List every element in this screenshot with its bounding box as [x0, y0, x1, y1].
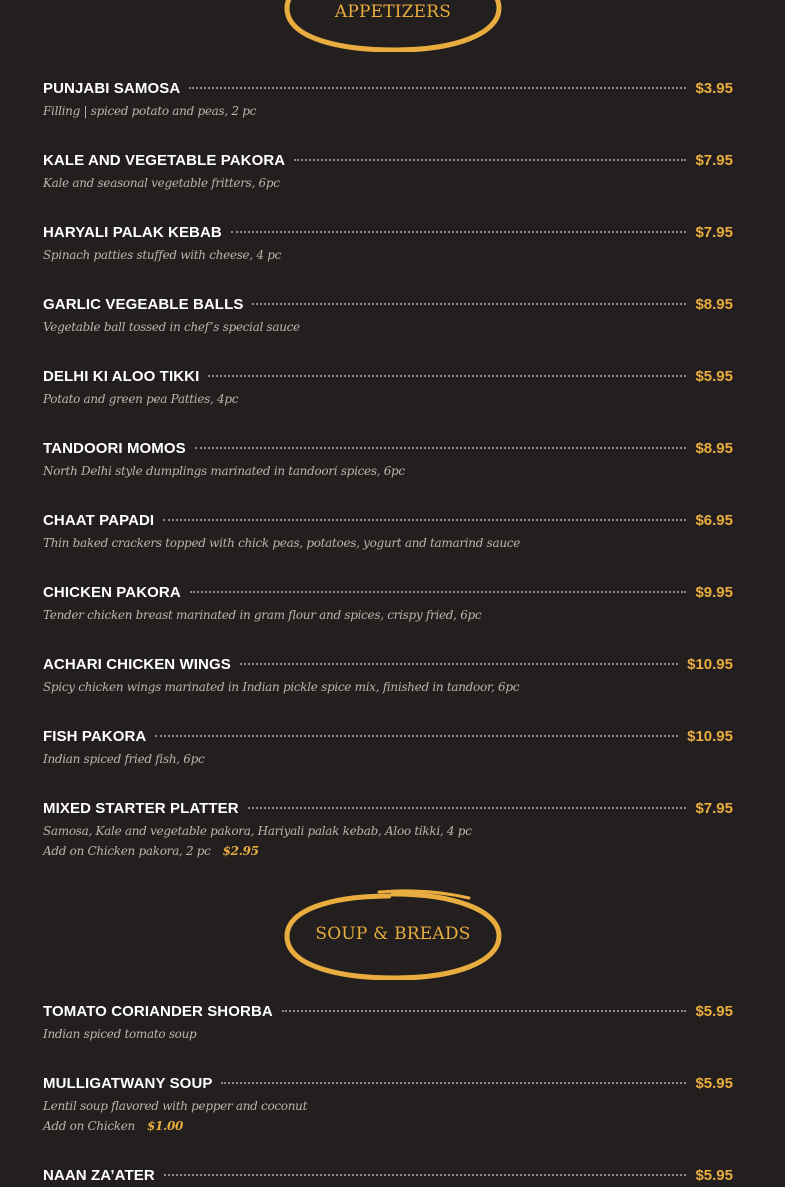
dotted-leader	[155, 735, 678, 737]
menu-item	[43, 224, 733, 264]
item-price: $5.95	[695, 1003, 733, 1020]
item-price: $7.95	[695, 224, 733, 241]
item-name: PUNJABI SAMOSA	[43, 80, 181, 97]
item-price: $6.95	[695, 512, 733, 529]
item-price: $5.95	[695, 1075, 733, 1092]
item-price: $3.95	[695, 80, 733, 97]
item-price: $7.95	[695, 152, 733, 169]
menu-item	[43, 1003, 733, 1043]
dotted-leader	[190, 591, 687, 593]
menu-item	[43, 368, 733, 408]
menu-item	[43, 1075, 733, 1135]
item-description: Spicy chicken wings marinated in Indian pickle spice mix, finished in tandoor, 6pc	[43, 680, 520, 694]
dotted-leader	[240, 663, 678, 665]
dotted-leader	[282, 1010, 687, 1012]
section-title: APPETIZERS	[334, 2, 452, 22]
item-name: HARYALI PALAK KEBAB	[43, 224, 222, 241]
item-price: $8.95	[695, 296, 733, 313]
dotted-leader	[221, 1082, 686, 1084]
item-description: Tender chicken breast marinated in gram flour and spices, crispy fried, 6pc	[43, 608, 482, 622]
item-description: Thin baked crackers topped with chick peas, potatoes, yogurt and tamarind sauce	[43, 536, 520, 550]
item-price: $5.95	[695, 1167, 733, 1184]
item-price: $10.95	[687, 656, 733, 673]
item-description: Indian spiced fried fish, 6pc	[43, 752, 205, 766]
addon-label: Add on Chicken pakora, 2 pc	[43, 844, 211, 858]
item-name: ACHARI CHICKEN WINGS	[43, 656, 231, 673]
menu-item	[43, 584, 733, 624]
dotted-leader	[231, 231, 687, 233]
dotted-leader	[208, 375, 686, 377]
item-description: Filling | spiced potato and peas, 2 pc	[43, 104, 257, 118]
item-name: CHICKEN PAKORA	[43, 584, 181, 601]
item-name: TANDOORI MOMOS	[43, 440, 186, 457]
item-name: DELHI KI ALOO TIKKI	[43, 368, 200, 385]
item-price: $10.95	[687, 728, 733, 745]
item-description: Samosa, Kale and vegetable pakora, Hariyali palak kebab, Aloo tikki, 4 pc	[43, 824, 472, 838]
item-name: MULLIGATWANY SOUP	[43, 1075, 213, 1092]
menu-item	[43, 1167, 733, 1187]
menu-item	[43, 296, 733, 336]
dotted-leader	[189, 87, 686, 89]
item-name: MIXED STARTER PLATTER	[43, 800, 239, 817]
item-name: CHAAT PAPADI	[43, 512, 155, 529]
item-name: FISH PAKORA	[43, 728, 147, 745]
item-price: $8.95	[695, 440, 733, 457]
dotted-leader	[248, 807, 687, 809]
dotted-leader	[164, 1174, 687, 1176]
addon-label: Add on Chicken	[43, 1119, 135, 1133]
dotted-leader	[252, 303, 686, 305]
dotted-leader	[294, 159, 686, 161]
item-name: KALE AND VEGETABLE PAKORA	[43, 152, 286, 169]
item-addon	[43, 843, 733, 860]
item-name: TOMATO CORIANDER SHORBA	[43, 1003, 273, 1020]
item-price: $9.95	[695, 584, 733, 601]
menu-item	[43, 656, 733, 696]
item-description: Potato and green pea Patties, 4pc	[43, 392, 239, 406]
menu-item	[43, 800, 733, 860]
addon-price: $2.95	[222, 844, 259, 858]
menu-item	[43, 80, 733, 120]
item-description: Vegetable ball tossed in chef’s special sauce	[43, 320, 300, 334]
item-addon	[43, 1118, 733, 1135]
menu-item	[43, 512, 733, 552]
item-price: $5.95	[695, 368, 733, 385]
item-description: Lentil soup flavored with pepper and coconut	[43, 1099, 308, 1113]
item-name: GARLIC VEGEABLE BALLS	[43, 296, 244, 313]
item-price: $7.95	[695, 800, 733, 817]
item-description: Spinach patties stuffed with cheese, 4 pc	[43, 248, 282, 262]
soup-breads-heading-badge	[283, 888, 503, 980]
item-name: NAAN ZA’ATER	[43, 1167, 155, 1184]
menu-item	[43, 152, 733, 192]
section-title: SOUP & BREADS	[315, 924, 471, 944]
dotted-leader	[195, 447, 687, 449]
item-description: Kale and seasonal vegetable fritters, 6pc	[43, 176, 280, 190]
item-description: North Delhi style dumplings marinated in tandoori spices, 6pc	[43, 464, 405, 478]
addon-price: $1.00	[146, 1119, 184, 1133]
menu-item	[43, 440, 733, 480]
appetizers-heading-badge	[283, 0, 503, 52]
item-description: Indian spiced tomato soup	[43, 1027, 197, 1041]
menu-item	[43, 728, 733, 768]
dotted-leader	[163, 519, 686, 521]
